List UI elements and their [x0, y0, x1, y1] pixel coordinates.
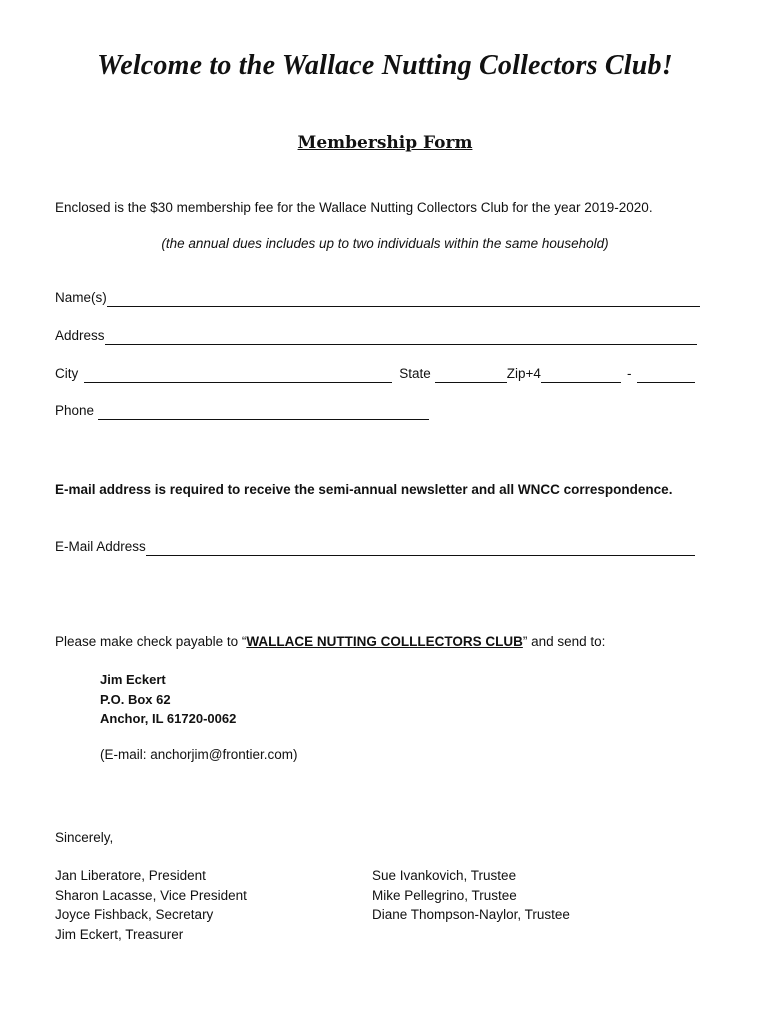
state-line[interactable] [435, 367, 507, 383]
city-line[interactable] [84, 367, 392, 383]
email-notice: E-mail address is required to receive the semi-annual newsletter and all WNCC correspondence. [55, 482, 673, 497]
email-label: E-Mail Address [55, 539, 146, 554]
officer-entry: Sharon Lacasse, Vice President [55, 887, 247, 903]
officer-entry: Joyce Fishback, Secretary [55, 907, 214, 922]
trustee-entry: Mike Pellegrino, Trustee [372, 887, 517, 903]
form-title: Membership Form [297, 133, 473, 153]
dues-note: (the annual dues includes up to two individuals within the same household) [161, 236, 609, 251]
officer-entry: Jim Eckert, Treasurer [55, 926, 184, 942]
trustee-entry: Diane Thompson-Naylor, Trustee [372, 907, 570, 922]
email-field[interactable] [55, 538, 695, 556]
zip-label: Zip+4 [506, 366, 541, 381]
payable-suffix: ” and send to: [522, 634, 606, 649]
intro-text: Enclosed is the $30 membership fee for the Wallace Nutting Collectors Club for the year 2019-2020. [55, 200, 653, 215]
city-label: City [55, 366, 79, 381]
mail-to-city: Anchor, IL 61720-0062 [100, 711, 237, 726]
state-label: State [399, 366, 431, 381]
address-line[interactable] [105, 329, 697, 345]
officers-list-left [55, 866, 247, 944]
phone-field[interactable] [55, 402, 429, 420]
zip-ext-line[interactable] [637, 367, 695, 383]
page-title: Welcome to the Wallace Nutting Collectors Club! [97, 50, 673, 81]
address-field[interactable] [55, 327, 697, 345]
phone-label: Phone [55, 403, 95, 418]
payee-name: WALLACE NUTTING COLLLECTORS CLUB [246, 634, 523, 649]
mail-to-email: (E-mail: anchorjim@frontier.com) [100, 747, 298, 762]
mail-to-name: Jim Eckert [100, 672, 166, 687]
address-label: Address [55, 328, 105, 343]
phone-line[interactable] [98, 404, 429, 420]
payable-prefix: Please make check payable to “ [55, 634, 247, 649]
zip-separator: - [626, 366, 632, 381]
zip-line[interactable] [541, 367, 621, 383]
mailing-address [100, 670, 236, 729]
city-state-zip-row [55, 365, 695, 383]
trustee-entry: Sue Ivankovich, Trustee [372, 868, 517, 883]
payable-instructions [55, 633, 605, 651]
names-label: Name(s) [55, 290, 107, 305]
officers-list-right [372, 866, 570, 925]
names-line[interactable] [107, 291, 700, 307]
officer-entry: Jan Liberatore, President [55, 868, 206, 883]
email-line[interactable] [146, 540, 695, 556]
names-field[interactable] [55, 289, 700, 307]
closing: Sincerely, [55, 830, 114, 845]
mail-to-box: P.O. Box 62 [100, 691, 171, 707]
